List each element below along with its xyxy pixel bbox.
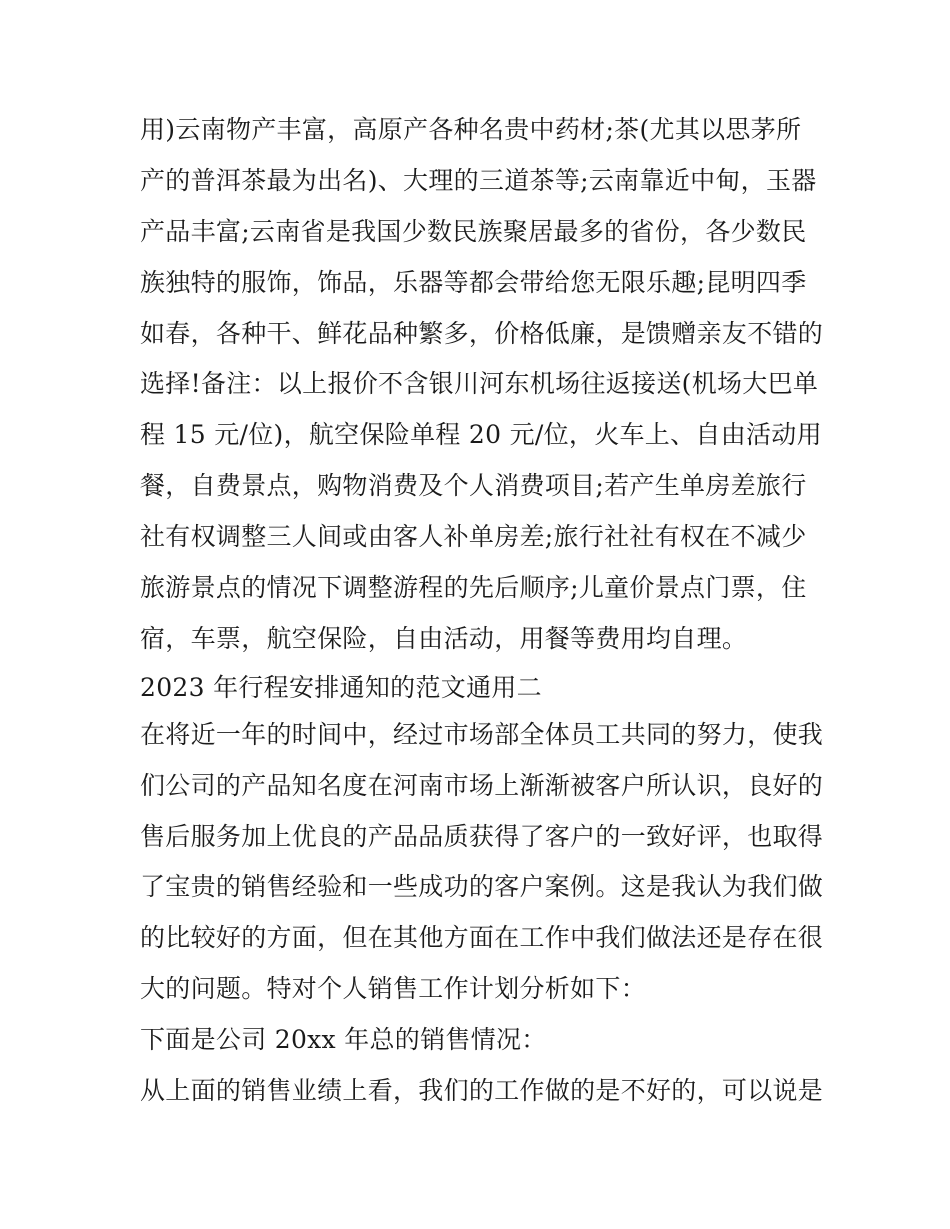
text-line: 大的问题。特对个人销售工作计划分析如下：: [140, 974, 647, 1004]
text-line: 了宝贵的销售经验和一些成功的客户案例。这是我认为我们做: [140, 872, 824, 902]
text-line: 在将近一年的时间中，经过市场部全体员工共同的努力，使我: [140, 719, 824, 749]
text-line: 用)云南物产丰富，高原产各种名贵中药材;茶(尤其以思茅所: [140, 115, 802, 144]
text-line: 族独特的服饰，饰品，乐器等都会带给您无限乐趣;昆明四季: [140, 267, 807, 297]
text-line: 产品丰富;云南省是我国少数民族聚居最多的省份，各少数民: [140, 216, 807, 246]
text-line: 售后服务加上优良的产品品质获得了客户的一致好评，也取得: [140, 821, 824, 851]
text-line: 下面是公司 20xx 年总的销售情况：: [140, 1025, 547, 1055]
text-line: 选择!备注：以上报价不含银川河东机场往返接送(机场大巴单: [140, 369, 819, 399]
text-line: 从上面的销售业绩上看，我们的工作做的是不好的，可以说是: [140, 1076, 824, 1106]
text-line: 旅游景点的情况下调整游程的先后顺序;儿童价景点门票，住: [140, 573, 807, 603]
text-line: 的比较好的方面，但在其他方面在工作中我们做法还是存在很: [140, 923, 824, 953]
text-line: 产的普洱茶最为出名)、大理的三道茶等;云南靠近中甸，玉器: [140, 165, 817, 195]
section-heading: 2023 年行程安排通知的范文通用二: [140, 672, 542, 702]
text-line: 社有权调整三人间或由客人补单房差;旅行社社有权在不减少: [140, 522, 807, 552]
text-line: 餐，自费景点，购物消费及个人消费项目;若产生单房差旅行: [140, 471, 807, 501]
body-text: [140, 105, 824, 1117]
text-line: 程 15 元/位)，航空保险单程 20 元/位，火车上、自由活动用: [140, 420, 822, 450]
text-line: 宿，车票，航空保险，自由活动，用餐等费用均自理。: [140, 623, 748, 653]
text-line: 们公司的产品知名度在河南市场上渐渐被客户所认识，良好的: [140, 770, 824, 800]
text-line: 如春，各种干、鲜花品种繁多，价格低廉，是馈赠亲友不错的: [140, 318, 824, 348]
